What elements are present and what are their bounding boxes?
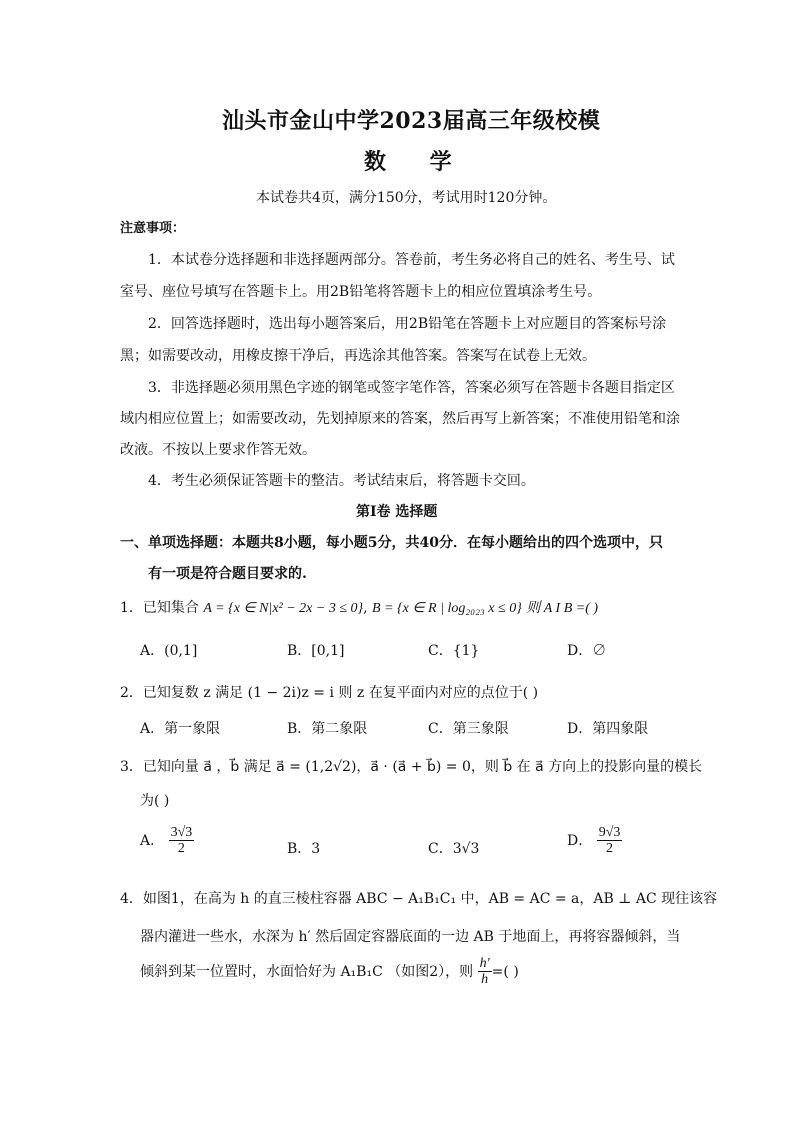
notice-heading: 注意事项：	[120, 221, 186, 236]
question-3-option-a-denominator: 2	[177, 841, 185, 857]
question-3-option-d	[567, 825, 622, 857]
notice-item-3-line-1: 3．非选择题必须用黑色字迹的钢笔或签字笔作答，答案必须写在答题卡各题目指定区	[148, 380, 675, 396]
question-4-fraction-numerator: h′	[479, 956, 490, 971]
question-3-stem-line-2: 为( )	[140, 793, 170, 809]
notice-item-1-line-1: 1．本试卷分选择题和非选择题两部分。答卷前，考生务必将自己的姓名、考生号、试	[148, 252, 675, 268]
notice-item-4-line-1: 4．考生必须保证答题卡的整洁。考试结束后，将答题卡交回。	[148, 473, 535, 489]
notice-item-3-line-3: 改液。不按以上要求作答无效。	[120, 442, 316, 458]
question-4-stem-line-3-prefix: 倾斜到某一位置时，水面恰好为 A₁B₁C （如图2），则	[140, 963, 474, 980]
question-2-option-c: C．第三象限	[428, 721, 509, 737]
question-3-option-a	[140, 825, 194, 857]
question-1-option-c: C．{1}	[428, 643, 480, 659]
question-2-option-b: B．第二象限	[287, 721, 368, 737]
question-1-prefix: 1．已知集合	[120, 600, 199, 616]
subject-title: 数 学	[364, 149, 470, 175]
exam-info: 本试卷共4页，满分150分，考试用时120分钟。	[256, 190, 557, 206]
question-1-set-b: B = {x ∈ R | log₂₀₂₃ x ≤ 0}	[372, 601, 522, 616]
exam-title: 汕头市金山中学2023届高三年级校模	[222, 108, 601, 134]
question-4-stem-line-2: 器内灌进一些水，水深为 h′ 然后固定容器底面的一边 AB 于地面上，再将容器倾斜，当	[140, 929, 681, 945]
question-3-option-d-fraction	[597, 825, 623, 857]
notice-item-3-line-2: 域内相应位置上；如需要改动，先划掉原来的答案，然后再写上新答案；不准使用铅笔和涂	[120, 411, 680, 427]
question-3-option-b: B．3	[287, 841, 321, 857]
question-2-stem: 2．已知复数 z 满足 (1 − 2i)z = i 则 z 在复平面内对应的点位于( )	[120, 685, 539, 701]
question-3-option-d-denominator: 2	[606, 841, 614, 857]
section-instruction-line-1: 一、单项选择题：本题共8小题，每小题5分，共40分．在每小题给出的四个选项中，只	[120, 535, 663, 551]
question-2-option-d: D．第四象限	[567, 721, 649, 737]
question-1-suffix: 则 A I B =( )	[526, 601, 599, 616]
question-3-option-c: C．3√3	[428, 841, 480, 857]
question-3-option-d-label: D．	[567, 832, 593, 849]
question-4-stem-line-3-suffix: =( )	[491, 963, 519, 980]
question-3-option-d-numerator: 9√3	[598, 825, 621, 840]
notice-item-1-line-2: 室号、座位号填写在答题卡上。用2B铅笔将答题卡上的相应位置填涂考生号。	[120, 284, 602, 300]
question-4-fraction	[478, 956, 492, 988]
notice-item-2-line-2: 黑；如需要改动，用橡皮擦干净后，再选涂其他答案。答案写在试卷上无效。	[120, 348, 596, 364]
question-3-option-a-label: A．	[140, 832, 165, 849]
section-title: 第Ⅰ卷 选择题	[356, 504, 438, 520]
question-1-stem: 1．已知集合 A = {x ∈ N|x² − 2x − 3 ≤ 0}, B = {x ∈ R | log₂₀₂₃ x ≤ 0} 则 A I B =( )	[120, 600, 599, 616]
question-4-fraction-denominator: h	[481, 972, 489, 988]
question-4-stem-line-1: 4．如图1，在高为 h 的直三棱柱容器 ABC − A₁B₁C₁ 中，AB = AC = a，AB ⊥ AC 现往该容	[120, 891, 718, 907]
question-1-option-d: D．∅	[567, 643, 607, 659]
question-1-option-a: A．(0,1]	[140, 643, 198, 659]
question-3-option-a-numerator: 3√3	[170, 825, 193, 840]
question-1-option-b: B．[0,1]	[287, 643, 345, 659]
notice-item-2-line-1: 2．回答选择题时，选出每小题答案后，用2B铅笔在答题卡上对应题目的答案标号涂	[148, 316, 667, 332]
question-3-stem-line-1: 3．已知向量 a⃗ ，b⃗ 满足 a⃗ = (1,2√2)，a⃗ · (a⃗ + b⃗) = 0，则 b⃗ 在 a⃗ 方向上的投影向量的模长	[120, 759, 703, 775]
question-4-stem-line-3	[140, 956, 519, 988]
question-3-option-a-fraction	[169, 825, 195, 857]
question-1-set-a: A = {x ∈ N|x² − 2x − 3 ≤ 0}	[203, 601, 364, 616]
section-instruction-line-2: 有一项是符合题目要求的.	[148, 566, 307, 582]
question-2-option-a: A．第一象限	[140, 721, 221, 737]
